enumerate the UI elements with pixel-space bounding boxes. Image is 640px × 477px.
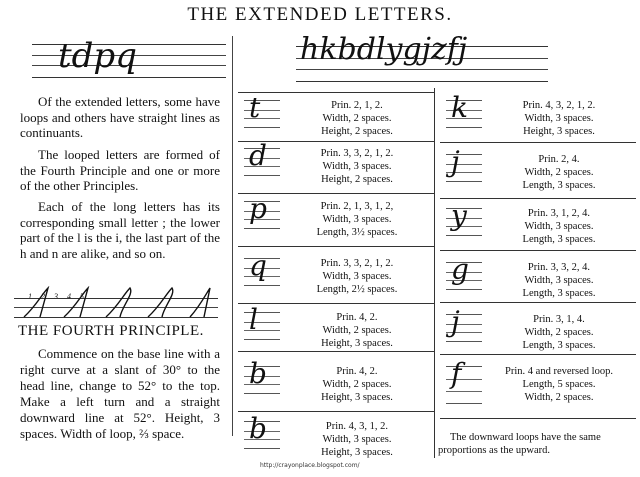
width-label: Width, 3 spaces. bbox=[322, 434, 392, 445]
letter-cell bbox=[440, 253, 636, 299]
length-label: Length, 3 spaces. bbox=[522, 234, 596, 245]
source-url: http://crayonplace.blogspot.com/ bbox=[260, 462, 360, 469]
length-label: Length, 3 spaces. bbox=[522, 288, 596, 299]
letter-cell bbox=[238, 192, 434, 238]
letter-thumb: p bbox=[244, 201, 280, 229]
letter-thumb: b bbox=[244, 421, 280, 449]
width-label: Width, 3 spaces. bbox=[322, 271, 392, 282]
letter-cell bbox=[440, 91, 636, 137]
downward-loops-note: The downward loops have the same proportions as the upward. bbox=[438, 432, 601, 456]
height-label: Height, 3 spaces. bbox=[321, 392, 393, 403]
principle-numbers: 1 2 3 4 5 bbox=[28, 292, 84, 301]
width-label: Width, 2 spaces. bbox=[322, 325, 392, 336]
letter-cell bbox=[238, 303, 434, 349]
length-label: Length, 2½ spaces. bbox=[316, 284, 398, 295]
grid-column-1 bbox=[238, 91, 434, 458]
height-label: Height, 3 spaces. bbox=[321, 447, 393, 458]
grid-column-2 bbox=[440, 92, 636, 452]
letter-thumb: l bbox=[244, 312, 280, 340]
letter-thumb: t bbox=[244, 100, 280, 128]
width-label: Width, 3 spaces. bbox=[524, 113, 594, 124]
length-label: Length, 3½ spaces. bbox=[316, 227, 398, 238]
letter-cell bbox=[440, 199, 636, 245]
page-title: THE EXTENDED LETTERS. bbox=[187, 4, 453, 25]
length-label: Length, 5 spaces. bbox=[522, 379, 596, 390]
principle-loops bbox=[14, 286, 218, 320]
height-label: Height, 3 spaces. bbox=[321, 338, 393, 349]
width-label: Width, 2 spaces. bbox=[322, 379, 392, 390]
width-label: Width, 2 spaces. bbox=[524, 167, 594, 178]
prin-label: Prin. 2, 1, 3, 1, 2, bbox=[320, 201, 394, 212]
prin-label: Prin. 3, 3, 2, 1, 2. bbox=[320, 258, 394, 269]
letter-cell bbox=[238, 412, 434, 458]
prin-label: Prin. 3, 1, 4. bbox=[533, 314, 585, 325]
letter-cell bbox=[238, 249, 434, 295]
principle-description: Commence on the base line with a right curve at a slant of 30° to the head line, change to 52° to the top. Make a left turn and a straight downward line at 52°. Height, 3 spaces. Width of loop, ⅔ space. bbox=[20, 346, 220, 441]
height-label: Height, 2 spaces. bbox=[321, 174, 393, 185]
letter-thumb: y bbox=[446, 208, 482, 236]
column-divider bbox=[232, 36, 233, 436]
prin-label: Prin. 3, 3, 2, 1, 2. bbox=[320, 148, 394, 159]
letter-cell bbox=[440, 357, 636, 416]
length-label: Length, 3 spaces. bbox=[522, 340, 596, 351]
letter-thumb: f bbox=[446, 366, 482, 404]
width-label: Width, 3 spaces. bbox=[322, 214, 392, 225]
prin-label: Prin. 2, 1, 2. bbox=[331, 100, 383, 111]
letter-cell bbox=[238, 357, 434, 403]
prin-label: Prin. 4, 3, 2, 1, 2. bbox=[522, 100, 596, 111]
paragraph-3: Each of the long letters has its corresponding small letter ; the lower part of the l is the i, the last part of the h and n are alike, and so on. bbox=[20, 199, 220, 261]
paragraph-1: Of the extended letters, some have loops and others have straight lines as continuants. bbox=[20, 94, 220, 140]
letter-thumb: q bbox=[244, 258, 280, 286]
right-script-sample: hkbdlygjzfj bbox=[300, 32, 468, 67]
letter-cell bbox=[238, 139, 434, 185]
prin-label: Prin. 4, 2. bbox=[336, 366, 378, 377]
letter-cell bbox=[440, 145, 636, 191]
letter-thumb: k bbox=[446, 100, 482, 128]
length-label: Length, 3 spaces. bbox=[522, 180, 596, 191]
prin-label: Prin. 2, 4. bbox=[538, 154, 580, 165]
prin-label: Prin. 4, 2. bbox=[336, 312, 378, 323]
prin-label: Prin. 3, 3, 2, 4. bbox=[527, 262, 591, 273]
prin-label: Prin. 3, 1, 2, 4. bbox=[527, 208, 591, 219]
grid-inner-divider bbox=[434, 88, 435, 458]
letter-thumb: j bbox=[446, 154, 482, 182]
width-label: Width, 3 spaces. bbox=[322, 161, 392, 172]
letter-cell bbox=[238, 91, 434, 137]
width-label: Width, 2 spaces. bbox=[524, 327, 594, 338]
left-script-sample: tdpq bbox=[58, 36, 137, 76]
section-heading: THE FOURTH PRINCIPLE. bbox=[18, 323, 204, 339]
width-label: Width, 3 spaces. bbox=[524, 221, 594, 232]
width-label: Width, 3 spaces. bbox=[524, 275, 594, 286]
letter-thumb: d bbox=[244, 148, 280, 176]
width-label: Width, 2 spaces. bbox=[524, 392, 594, 403]
letter-thumb: j bbox=[446, 314, 482, 342]
height-label: Height, 3 spaces. bbox=[523, 126, 595, 137]
width-label: Width, 2 spaces. bbox=[322, 113, 392, 124]
paragraph-2: The looped letters are formed of the Fourth Principle and one or more of the other Principles. bbox=[20, 147, 220, 193]
letter-thumb: b bbox=[244, 366, 280, 394]
prin-label: Prin. 4 and reversed loop. bbox=[505, 366, 613, 377]
letter-thumb: g bbox=[446, 262, 482, 290]
letter-cell bbox=[440, 305, 636, 351]
height-label: Height, 2 spaces. bbox=[321, 126, 393, 137]
prin-label: Prin. 4, 3, 1, 2. bbox=[325, 421, 389, 432]
